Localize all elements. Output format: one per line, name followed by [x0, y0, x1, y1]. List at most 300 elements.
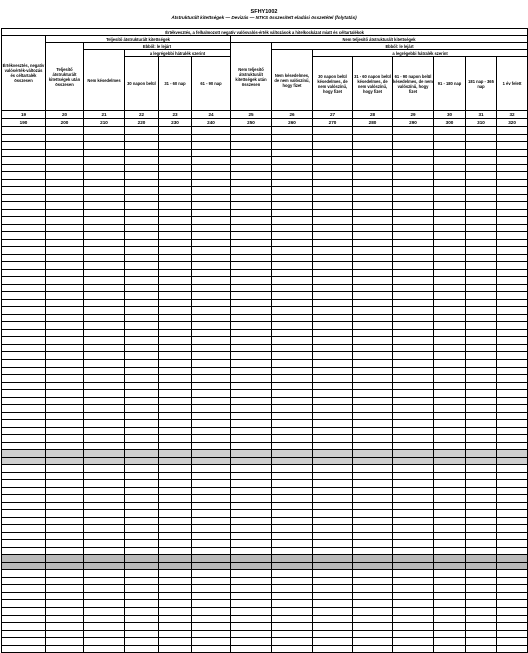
table-cell [393, 284, 434, 292]
table-cell [159, 277, 192, 285]
table-cell [313, 269, 353, 277]
table-cell [434, 292, 466, 300]
table-cell [159, 202, 192, 210]
table-cell [434, 164, 466, 172]
table-cell [2, 405, 46, 413]
table-cell [434, 577, 466, 585]
table-cell [125, 465, 159, 473]
table-cell [46, 525, 84, 533]
table-cell [125, 480, 159, 488]
table-cell [125, 608, 159, 616]
table-cell [313, 172, 353, 180]
table-cell [497, 217, 528, 225]
table-row [2, 532, 528, 540]
table-cell [393, 307, 434, 315]
table-cell [393, 269, 434, 277]
table-cell [353, 224, 393, 232]
table-cell [313, 420, 353, 428]
table-cell [192, 630, 231, 638]
table-cell [272, 412, 313, 420]
table-cell [313, 457, 353, 465]
table-cell [192, 427, 231, 435]
header-nonperforming: Nem teljesítő átstrukturált kitettségek [231, 36, 528, 43]
table-cell [272, 337, 313, 345]
table-cell [497, 164, 528, 172]
table-cell [393, 344, 434, 352]
table-cell [231, 344, 272, 352]
table-cell [466, 164, 497, 172]
table-cell [393, 322, 434, 330]
table-cell [192, 638, 231, 646]
table-cell [231, 525, 272, 533]
table-cell [393, 570, 434, 578]
table-row [2, 600, 528, 608]
table-cell [159, 517, 192, 525]
header-np-31-60: 31 - 60 napon belül késedelmes, de nem valószínű, hogy fizet [353, 57, 393, 111]
table-cell [313, 239, 353, 247]
table-cell [272, 307, 313, 315]
table-cell [497, 435, 528, 443]
table-cell [393, 577, 434, 585]
table-cell [272, 239, 313, 247]
table-cell [313, 450, 353, 458]
table-cell [125, 164, 159, 172]
table-cell [231, 337, 272, 345]
table-cell [125, 344, 159, 352]
table-cell [2, 495, 46, 503]
table-cell [159, 600, 192, 608]
table-cell [231, 555, 272, 563]
table-row [2, 202, 528, 210]
table-cell [46, 592, 84, 600]
table-cell [231, 435, 272, 443]
report-subtitle: Átstrukturált kitettségek — Devizás — NTKS összesített eladási összetétel (folytatás) [171, 15, 357, 20]
table-cell [393, 465, 434, 473]
table-cell [466, 555, 497, 563]
table-cell [393, 172, 434, 180]
table-cell [466, 585, 497, 593]
table-cell [231, 179, 272, 187]
table-cell [84, 232, 125, 240]
table-cell [46, 344, 84, 352]
table-cell [393, 292, 434, 300]
table-cell [159, 209, 192, 217]
table-cell [2, 247, 46, 255]
table-cell [393, 142, 434, 150]
table-cell [84, 390, 125, 398]
table-cell [272, 277, 313, 285]
table-cell [313, 164, 353, 172]
table-cell [192, 600, 231, 608]
table-cell [46, 420, 84, 428]
table-cell [125, 435, 159, 443]
table-cell [272, 405, 313, 413]
row-code: 190 [2, 119, 46, 127]
table-cell [434, 555, 466, 563]
table-cell [497, 562, 528, 570]
table-cell [497, 329, 528, 337]
table-cell [159, 232, 192, 240]
table-row [2, 375, 528, 383]
table-cell [84, 465, 125, 473]
table-cell [192, 149, 231, 157]
table-cell [434, 532, 466, 540]
table-cell [125, 585, 159, 593]
table-cell [125, 495, 159, 503]
table-cell [313, 427, 353, 435]
table-row [2, 623, 528, 631]
table-cell [434, 495, 466, 503]
table-cell [393, 427, 434, 435]
table-cell [434, 592, 466, 600]
table-cell [434, 457, 466, 465]
table-cell [2, 359, 46, 367]
table-cell [2, 149, 46, 157]
table-cell [313, 600, 353, 608]
table-cell [2, 217, 46, 225]
table-cell [2, 547, 46, 555]
table-cell [2, 592, 46, 600]
table-cell [313, 570, 353, 578]
table-cell [466, 134, 497, 142]
table-cell [434, 502, 466, 510]
table-cell [231, 299, 272, 307]
table-cell [272, 427, 313, 435]
table-cell [84, 314, 125, 322]
table-cell [353, 202, 393, 210]
table-cell [353, 577, 393, 585]
table-cell [353, 502, 393, 510]
table-cell [231, 142, 272, 150]
table-cell [46, 570, 84, 578]
table-cell [497, 420, 528, 428]
table-row [2, 284, 528, 292]
table-cell [466, 307, 497, 315]
table-cell [46, 202, 84, 210]
table-cell [466, 600, 497, 608]
table-cell [84, 645, 125, 653]
table-cell [46, 172, 84, 180]
table-cell [46, 247, 84, 255]
table-cell [353, 585, 393, 593]
table-cell [353, 457, 393, 465]
table-cell [466, 525, 497, 533]
table-cell [272, 157, 313, 165]
table-cell [272, 555, 313, 563]
table-cell [125, 375, 159, 383]
table-cell [192, 127, 231, 135]
table-cell [353, 172, 393, 180]
table-cell [393, 352, 434, 360]
table-cell [434, 217, 466, 225]
table-cell [497, 157, 528, 165]
table-cell [125, 187, 159, 195]
table-cell [192, 420, 231, 428]
table-row [2, 382, 528, 390]
table-cell [84, 532, 125, 540]
table-cell [231, 600, 272, 608]
table-cell [231, 375, 272, 383]
row-code: 270 [313, 119, 353, 127]
table-cell [231, 262, 272, 270]
table-cell [46, 262, 84, 270]
table-cell [313, 352, 353, 360]
table-cell [393, 600, 434, 608]
table-cell [2, 502, 46, 510]
table-cell [84, 600, 125, 608]
table-cell [393, 442, 434, 450]
table-cell [46, 149, 84, 157]
table-cell [353, 247, 393, 255]
table-cell [313, 247, 353, 255]
table-cell [353, 405, 393, 413]
table-cell [313, 495, 353, 503]
table-cell [84, 127, 125, 135]
table-cell [466, 239, 497, 247]
table-cell [192, 510, 231, 518]
table-cell [272, 209, 313, 217]
table-cell [46, 450, 84, 458]
table-cell [313, 314, 353, 322]
table-cell [272, 645, 313, 653]
table-cell [159, 645, 192, 653]
table-cell [84, 525, 125, 533]
table-cell [272, 322, 313, 330]
table-cell [272, 375, 313, 383]
table-cell [434, 630, 466, 638]
table-cell [497, 224, 528, 232]
table-cell [192, 502, 231, 510]
table-cell [434, 375, 466, 383]
table-cell [393, 480, 434, 488]
table-cell [466, 630, 497, 638]
table-cell [466, 472, 497, 480]
table-row [2, 269, 528, 277]
table-cell [2, 164, 46, 172]
table-row [2, 322, 528, 330]
table-cell [466, 149, 497, 157]
table-cell [2, 209, 46, 217]
table-row [2, 525, 528, 533]
table-cell [272, 344, 313, 352]
table-cell [353, 420, 393, 428]
table-cell [313, 127, 353, 135]
table-cell [2, 427, 46, 435]
table-cell [125, 390, 159, 398]
table-cell [272, 623, 313, 631]
table-cell [434, 134, 466, 142]
table-cell [2, 412, 46, 420]
table-row [2, 412, 528, 420]
table-cell [466, 382, 497, 390]
table-row [2, 127, 528, 135]
table-cell [231, 322, 272, 330]
table-row [2, 232, 528, 240]
table-cell [393, 224, 434, 232]
table-cell [497, 450, 528, 458]
table-cell [84, 262, 125, 270]
table-cell [2, 420, 46, 428]
table-cell [434, 254, 466, 262]
table-cell [466, 510, 497, 518]
table-cell [313, 480, 353, 488]
table-cell [497, 209, 528, 217]
table-cell [46, 517, 84, 525]
table-cell [159, 525, 192, 533]
column-code: 31 [466, 111, 497, 119]
table-cell [84, 450, 125, 458]
table-cell [353, 382, 393, 390]
table-cell [434, 638, 466, 646]
table-cell [434, 540, 466, 548]
table-cell [272, 562, 313, 570]
table-cell [84, 359, 125, 367]
table-cell [231, 307, 272, 315]
table-row [2, 344, 528, 352]
table-cell [159, 502, 192, 510]
table-cell [272, 247, 313, 255]
table-cell [84, 299, 125, 307]
table-cell [353, 390, 393, 398]
table-cell [272, 314, 313, 322]
table-row [2, 608, 528, 616]
table-cell [84, 367, 125, 375]
table-cell [192, 495, 231, 503]
table-cell [466, 457, 497, 465]
table-cell [497, 284, 528, 292]
header-perf-overdue: a legrégebbi hátralék szerint [125, 50, 231, 57]
table-cell [231, 412, 272, 420]
table-cell [2, 532, 46, 540]
table-cell [2, 284, 46, 292]
table-cell [231, 608, 272, 616]
table-cell [466, 344, 497, 352]
table-cell [434, 472, 466, 480]
table-cell [159, 510, 192, 518]
table-cell [497, 510, 528, 518]
table-cell [497, 187, 528, 195]
table-cell [393, 382, 434, 390]
table-cell [434, 390, 466, 398]
table-cell [313, 638, 353, 646]
table-cell [393, 532, 434, 540]
table-cell [313, 277, 353, 285]
table-cell [84, 638, 125, 646]
table-cell [2, 465, 46, 473]
table-cell [466, 277, 497, 285]
table-cell [497, 480, 528, 488]
table-cell [84, 420, 125, 428]
table-cell [231, 585, 272, 593]
table-cell [272, 187, 313, 195]
table-row [2, 239, 528, 247]
table-cell [353, 352, 393, 360]
table-cell [192, 187, 231, 195]
table-cell [466, 502, 497, 510]
table-cell [272, 525, 313, 533]
table-cell [272, 382, 313, 390]
table-cell [497, 179, 528, 187]
table-cell [192, 457, 231, 465]
table-cell [2, 239, 46, 247]
table-cell [393, 262, 434, 270]
table-cell [46, 585, 84, 593]
table-cell [231, 517, 272, 525]
table-cell [393, 209, 434, 217]
table-cell [313, 465, 353, 473]
table-cell [272, 435, 313, 443]
table-cell [434, 262, 466, 270]
table-cell [84, 577, 125, 585]
table-cell [466, 427, 497, 435]
table-cell [497, 202, 528, 210]
table-cell [46, 142, 84, 150]
table-cell [2, 232, 46, 240]
table-cell [231, 638, 272, 646]
table-cell [466, 532, 497, 540]
table-cell [231, 480, 272, 488]
table-cell [2, 480, 46, 488]
table-cell [353, 164, 393, 172]
column-code-row [2, 111, 528, 119]
header-np-not-overdue: Nem késedelmes, de nem valószínű, hogy fizet [272, 50, 313, 111]
table-cell [84, 375, 125, 383]
table-cell [466, 570, 497, 578]
table-cell [466, 187, 497, 195]
table-cell [434, 172, 466, 180]
table-cell [159, 547, 192, 555]
table-cell [272, 390, 313, 398]
table-cell [466, 157, 497, 165]
table-cell [125, 337, 159, 345]
table-cell [466, 194, 497, 202]
table-cell [313, 375, 353, 383]
table-cell [46, 352, 84, 360]
table-cell [497, 540, 528, 548]
table-cell [125, 547, 159, 555]
table-cell [497, 427, 528, 435]
table-cell [46, 405, 84, 413]
table-cell [272, 608, 313, 616]
table-row [2, 427, 528, 435]
table-cell [353, 600, 393, 608]
table-cell [192, 375, 231, 383]
table-cell [393, 645, 434, 653]
table-cell [2, 277, 46, 285]
table-cell [434, 435, 466, 443]
table-cell [497, 645, 528, 653]
table-cell [393, 420, 434, 428]
table-cell [313, 442, 353, 450]
table-cell [84, 472, 125, 480]
table-cell [272, 217, 313, 225]
table-cell [2, 375, 46, 383]
table-cell [231, 397, 272, 405]
table-cell [497, 344, 528, 352]
table-cell [159, 397, 192, 405]
table-cell [497, 314, 528, 322]
table-cell [159, 465, 192, 473]
table-cell [231, 329, 272, 337]
table-cell [2, 179, 46, 187]
table-cell [393, 179, 434, 187]
table-cell [84, 585, 125, 593]
table-cell [84, 247, 125, 255]
table-cell [125, 442, 159, 450]
table-row [2, 480, 528, 488]
table-cell [84, 239, 125, 247]
table-cell [353, 487, 393, 495]
